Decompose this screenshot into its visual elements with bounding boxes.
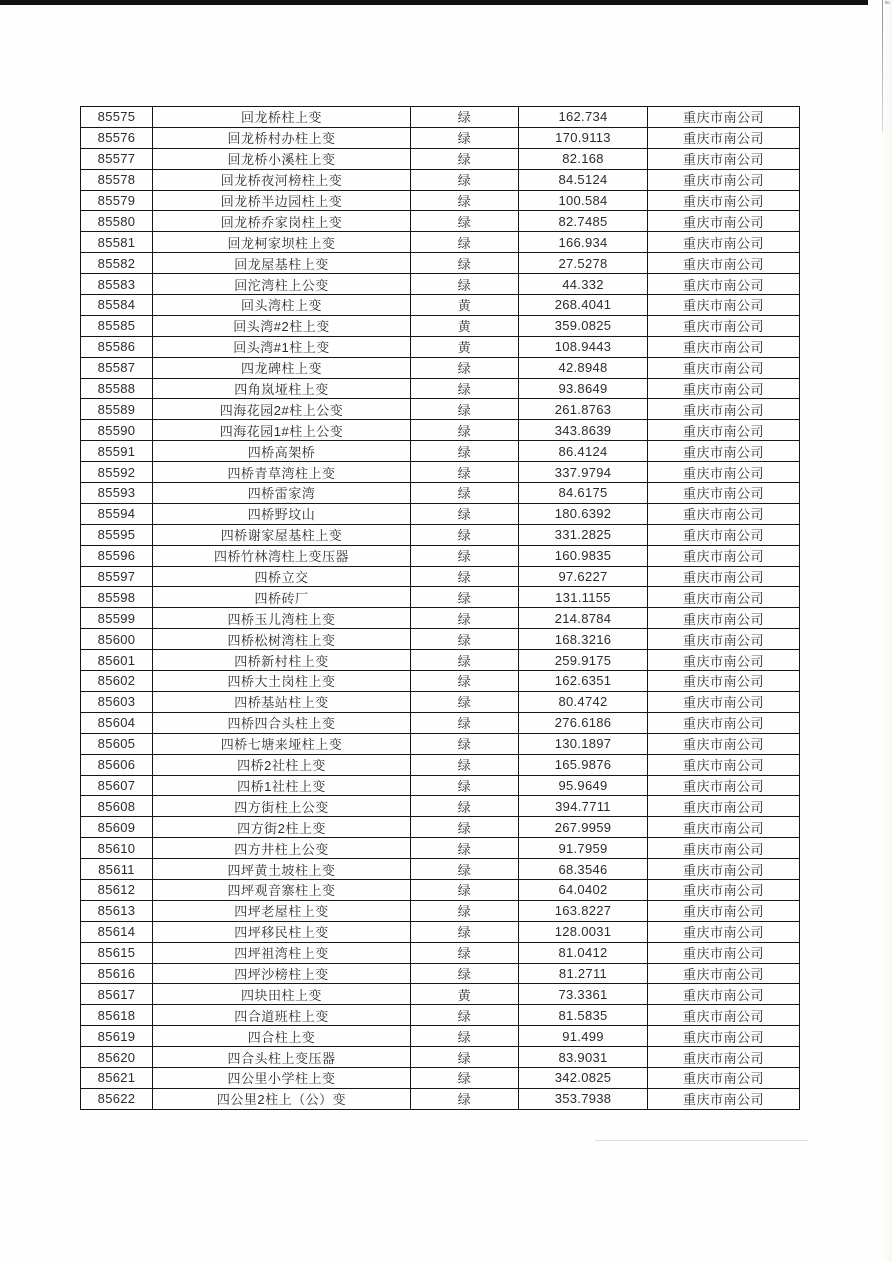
cell-value: 353.7938 bbox=[519, 1088, 648, 1109]
cell-company: 重庆市南公司 bbox=[648, 879, 800, 900]
cell-id: 85576 bbox=[81, 127, 153, 148]
cell-status: 绿 bbox=[411, 420, 519, 441]
cell-company: 重庆市南公司 bbox=[648, 775, 800, 796]
cell-id: 85602 bbox=[81, 671, 153, 692]
cell-id: 85578 bbox=[81, 169, 153, 190]
cell-id: 85598 bbox=[81, 587, 153, 608]
cell-value: 73.3361 bbox=[519, 984, 648, 1005]
cell-id: 85592 bbox=[81, 462, 153, 483]
cell-company: 重庆市南公司 bbox=[648, 1026, 800, 1047]
cell-id: 85580 bbox=[81, 211, 153, 232]
cell-status: 绿 bbox=[411, 733, 519, 754]
cell-status: 绿 bbox=[411, 921, 519, 942]
cell-company: 重庆市南公司 bbox=[648, 336, 800, 357]
cell-status: 绿 bbox=[411, 169, 519, 190]
cell-value: 359.0825 bbox=[519, 315, 648, 336]
cell-status: 绿 bbox=[411, 879, 519, 900]
cell-status: 绿 bbox=[411, 232, 519, 253]
cell-name: 四桥雷家湾 bbox=[153, 483, 411, 504]
cell-status: 绿 bbox=[411, 566, 519, 587]
cell-id: 85595 bbox=[81, 524, 153, 545]
cell-value: 95.9649 bbox=[519, 775, 648, 796]
cell-value: 343.8639 bbox=[519, 420, 648, 441]
cell-name: 四坪沙榜柱上变 bbox=[153, 963, 411, 984]
cell-company: 重庆市南公司 bbox=[648, 483, 800, 504]
scan-artifact-bottom-line bbox=[595, 1140, 808, 1141]
table-row bbox=[81, 190, 800, 211]
cell-name: 回龙桥乔家岗柱上变 bbox=[153, 211, 411, 232]
cell-company: 重庆市南公司 bbox=[648, 733, 800, 754]
cell-id: 85594 bbox=[81, 503, 153, 524]
cell-id: 85611 bbox=[81, 859, 153, 880]
cell-company: 重庆市南公司 bbox=[648, 838, 800, 859]
cell-name: 回龙屋基柱上变 bbox=[153, 253, 411, 274]
cell-status: 绿 bbox=[411, 754, 519, 775]
cell-name: 回龙桥半边园柱上变 bbox=[153, 190, 411, 211]
cell-status: 绿 bbox=[411, 796, 519, 817]
table-row bbox=[81, 921, 800, 942]
cell-name: 四桥青草湾柱上变 bbox=[153, 462, 411, 483]
cell-name: 四龙碑柱上变 bbox=[153, 357, 411, 378]
table-row bbox=[81, 838, 800, 859]
cell-name: 回龙桥小溪柱上变 bbox=[153, 148, 411, 169]
cell-value: 82.168 bbox=[519, 148, 648, 169]
table-row bbox=[81, 315, 800, 336]
cell-company: 重庆市南公司 bbox=[648, 963, 800, 984]
table-row bbox=[81, 232, 800, 253]
cell-status: 绿 bbox=[411, 378, 519, 399]
cell-value: 268.4041 bbox=[519, 295, 648, 316]
cell-name: 回龙桥村办柱上变 bbox=[153, 127, 411, 148]
cell-status: 黄 bbox=[411, 295, 519, 316]
cell-name: 四桥2社柱上变 bbox=[153, 754, 411, 775]
cell-value: 81.5835 bbox=[519, 1005, 648, 1026]
cell-value: 44.332 bbox=[519, 274, 648, 295]
table-row bbox=[81, 775, 800, 796]
cell-status: 绿 bbox=[411, 691, 519, 712]
cell-value: 100.584 bbox=[519, 190, 648, 211]
cell-id: 85586 bbox=[81, 336, 153, 357]
table-row bbox=[81, 754, 800, 775]
cell-value: 160.9835 bbox=[519, 545, 648, 566]
cell-status: 绿 bbox=[411, 608, 519, 629]
cell-name: 四海花园2#柱上公变 bbox=[153, 399, 411, 420]
cell-status: 绿 bbox=[411, 817, 519, 838]
cell-name: 四方井柱上公变 bbox=[153, 838, 411, 859]
table-row bbox=[81, 441, 800, 462]
transformer-table bbox=[80, 106, 800, 1110]
cell-company: 重庆市南公司 bbox=[648, 253, 800, 274]
table-row bbox=[81, 942, 800, 963]
cell-company: 重庆市南公司 bbox=[648, 169, 800, 190]
cell-id: 85591 bbox=[81, 441, 153, 462]
cell-value: 162.6351 bbox=[519, 671, 648, 692]
cell-company: 重庆市南公司 bbox=[648, 1047, 800, 1068]
cell-status: 绿 bbox=[411, 963, 519, 984]
cell-value: 84.6175 bbox=[519, 483, 648, 504]
table-row bbox=[81, 733, 800, 754]
table-row bbox=[81, 399, 800, 420]
cell-id: 85597 bbox=[81, 566, 153, 587]
table-row bbox=[81, 148, 800, 169]
cell-company: 重庆市南公司 bbox=[648, 503, 800, 524]
transformer-table-body bbox=[81, 107, 800, 1110]
table-row bbox=[81, 817, 800, 838]
cell-name: 四角岚垭柱上变 bbox=[153, 378, 411, 399]
cell-id: 85575 bbox=[81, 107, 153, 128]
cell-value: 108.9443 bbox=[519, 336, 648, 357]
cell-name: 四桥玉儿湾柱上变 bbox=[153, 608, 411, 629]
cell-value: 86.4124 bbox=[519, 441, 648, 462]
cell-id: 85620 bbox=[81, 1047, 153, 1068]
cell-status: 绿 bbox=[411, 859, 519, 880]
cell-company: 重庆市南公司 bbox=[648, 1005, 800, 1026]
cell-status: 绿 bbox=[411, 900, 519, 921]
cell-company: 重庆市南公司 bbox=[648, 691, 800, 712]
cell-company: 重庆市南公司 bbox=[648, 984, 800, 1005]
cell-value: 81.2711 bbox=[519, 963, 648, 984]
cell-value: 97.6227 bbox=[519, 566, 648, 587]
cell-company: 重庆市南公司 bbox=[648, 107, 800, 128]
cell-id: 85615 bbox=[81, 942, 153, 963]
table-row bbox=[81, 524, 800, 545]
cell-status: 绿 bbox=[411, 1047, 519, 1068]
cell-status: 绿 bbox=[411, 253, 519, 274]
table-row bbox=[81, 629, 800, 650]
cell-status: 绿 bbox=[411, 274, 519, 295]
cell-status: 绿 bbox=[411, 462, 519, 483]
table-row bbox=[81, 253, 800, 274]
cell-name: 四海花园1#柱上公变 bbox=[153, 420, 411, 441]
cell-name: 回头湾#1柱上变 bbox=[153, 336, 411, 357]
cell-value: 83.9031 bbox=[519, 1047, 648, 1068]
cell-value: 166.934 bbox=[519, 232, 648, 253]
cell-status: 绿 bbox=[411, 357, 519, 378]
cell-id: 85608 bbox=[81, 796, 153, 817]
cell-name: 四桥基站柱上变 bbox=[153, 691, 411, 712]
cell-name: 四合道班柱上变 bbox=[153, 1005, 411, 1026]
cell-id: 85590 bbox=[81, 420, 153, 441]
table-row bbox=[81, 879, 800, 900]
table-row bbox=[81, 483, 800, 504]
cell-status: 绿 bbox=[411, 1067, 519, 1088]
cell-company: 重庆市南公司 bbox=[648, 232, 800, 253]
cell-value: 261.8763 bbox=[519, 399, 648, 420]
cell-status: 黄 bbox=[411, 336, 519, 357]
cell-id: 85603 bbox=[81, 691, 153, 712]
cell-value: 82.7485 bbox=[519, 211, 648, 232]
cell-name: 回龙柯家坝柱上变 bbox=[153, 232, 411, 253]
table-row bbox=[81, 984, 800, 1005]
cell-name: 回头湾柱上变 bbox=[153, 295, 411, 316]
cell-value: 68.3546 bbox=[519, 859, 648, 880]
cell-name: 四桥立交 bbox=[153, 566, 411, 587]
cell-status: 绿 bbox=[411, 650, 519, 671]
cell-status: 绿 bbox=[411, 838, 519, 859]
cell-name: 四坪祖湾柱上变 bbox=[153, 942, 411, 963]
cell-name: 四公里2柱上（公）变 bbox=[153, 1088, 411, 1109]
cell-name: 四坪老屋柱上变 bbox=[153, 900, 411, 921]
cell-id: 85600 bbox=[81, 629, 153, 650]
cell-name: 四坪移民柱上变 bbox=[153, 921, 411, 942]
cell-id: 85617 bbox=[81, 984, 153, 1005]
cell-value: 162.734 bbox=[519, 107, 648, 128]
cell-company: 重庆市南公司 bbox=[648, 1067, 800, 1088]
cell-id: 85622 bbox=[81, 1088, 153, 1109]
table-row bbox=[81, 608, 800, 629]
table-row bbox=[81, 1067, 800, 1088]
cell-name: 四桥松树湾柱上变 bbox=[153, 629, 411, 650]
cell-value: 64.0402 bbox=[519, 879, 648, 900]
cell-status: 绿 bbox=[411, 942, 519, 963]
table-row bbox=[81, 1047, 800, 1068]
cell-status: 绿 bbox=[411, 629, 519, 650]
table-row bbox=[81, 357, 800, 378]
cell-id: 85607 bbox=[81, 775, 153, 796]
cell-name: 四桥野坟山 bbox=[153, 503, 411, 524]
cell-id: 85619 bbox=[81, 1026, 153, 1047]
cell-status: 绿 bbox=[411, 524, 519, 545]
cell-company: 重庆市南公司 bbox=[648, 420, 800, 441]
cell-status: 绿 bbox=[411, 671, 519, 692]
cell-status: 绿 bbox=[411, 399, 519, 420]
cell-id: 85583 bbox=[81, 274, 153, 295]
table-row bbox=[81, 378, 800, 399]
table-row bbox=[81, 211, 800, 232]
cell-name: 四坪黄土坡柱上变 bbox=[153, 859, 411, 880]
table-row bbox=[81, 691, 800, 712]
cell-status: 绿 bbox=[411, 190, 519, 211]
cell-name: 四桥七塘来垭柱上变 bbox=[153, 733, 411, 754]
cell-value: 91.499 bbox=[519, 1026, 648, 1047]
cell-company: 重庆市南公司 bbox=[648, 587, 800, 608]
cell-id: 85587 bbox=[81, 357, 153, 378]
cell-company: 重庆市南公司 bbox=[648, 545, 800, 566]
cell-name: 四桥大土岗柱上变 bbox=[153, 671, 411, 692]
cell-value: 84.5124 bbox=[519, 169, 648, 190]
cell-name: 四桥四合头柱上变 bbox=[153, 712, 411, 733]
cell-id: 85621 bbox=[81, 1067, 153, 1088]
cell-status: 绿 bbox=[411, 712, 519, 733]
cell-id: 85610 bbox=[81, 838, 153, 859]
cell-value: 331.2825 bbox=[519, 524, 648, 545]
table-row bbox=[81, 1026, 800, 1047]
cell-name: 四公里小学柱上变 bbox=[153, 1067, 411, 1088]
cell-company: 重庆市南公司 bbox=[648, 1088, 800, 1109]
table-row bbox=[81, 566, 800, 587]
cell-id: 85584 bbox=[81, 295, 153, 316]
table-row bbox=[81, 671, 800, 692]
cell-name: 回龙桥夜河榜柱上变 bbox=[153, 169, 411, 190]
table-row bbox=[81, 859, 800, 880]
cell-company: 重庆市南公司 bbox=[648, 712, 800, 733]
cell-name: 四方街柱上公变 bbox=[153, 796, 411, 817]
cell-id: 85613 bbox=[81, 900, 153, 921]
cell-id: 85596 bbox=[81, 545, 153, 566]
cell-value: 93.8649 bbox=[519, 378, 648, 399]
cell-company: 重庆市南公司 bbox=[648, 754, 800, 775]
cell-value: 80.4742 bbox=[519, 691, 648, 712]
table-row bbox=[81, 796, 800, 817]
table-row bbox=[81, 274, 800, 295]
cell-value: 91.7959 bbox=[519, 838, 648, 859]
cell-status: 绿 bbox=[411, 483, 519, 504]
table-row bbox=[81, 295, 800, 316]
cell-company: 重庆市南公司 bbox=[648, 190, 800, 211]
table-row bbox=[81, 963, 800, 984]
cell-value: 165.9876 bbox=[519, 754, 648, 775]
cell-status: 黄 bbox=[411, 984, 519, 1005]
cell-id: 85612 bbox=[81, 879, 153, 900]
table-row bbox=[81, 900, 800, 921]
cell-value: 214.8784 bbox=[519, 608, 648, 629]
cell-value: 131.1155 bbox=[519, 587, 648, 608]
cell-value: 163.8227 bbox=[519, 900, 648, 921]
table-row bbox=[81, 650, 800, 671]
cell-name: 四桥新村柱上变 bbox=[153, 650, 411, 671]
cell-id: 85618 bbox=[81, 1005, 153, 1026]
cell-status: 绿 bbox=[411, 503, 519, 524]
cell-id: 85609 bbox=[81, 817, 153, 838]
cell-value: 337.9794 bbox=[519, 462, 648, 483]
scan-artifact-top-bar bbox=[0, 0, 868, 5]
cell-status: 绿 bbox=[411, 441, 519, 462]
cell-company: 重庆市南公司 bbox=[648, 796, 800, 817]
cell-status: 绿 bbox=[411, 775, 519, 796]
cell-company: 重庆市南公司 bbox=[648, 211, 800, 232]
cell-company: 重庆市南公司 bbox=[648, 900, 800, 921]
cell-company: 重庆市南公司 bbox=[648, 462, 800, 483]
cell-id: 85605 bbox=[81, 733, 153, 754]
table-row bbox=[81, 336, 800, 357]
cell-name: 四桥竹林湾柱上变压器 bbox=[153, 545, 411, 566]
cell-status: 绿 bbox=[411, 587, 519, 608]
cell-company: 重庆市南公司 bbox=[648, 629, 800, 650]
cell-value: 128.0031 bbox=[519, 921, 648, 942]
cell-value: 27.5278 bbox=[519, 253, 648, 274]
cell-value: 81.0412 bbox=[519, 942, 648, 963]
cell-name: 四合柱上变 bbox=[153, 1026, 411, 1047]
cell-name: 四桥高架桥 bbox=[153, 441, 411, 462]
cell-name: 四坪观音寨柱上变 bbox=[153, 879, 411, 900]
table-row bbox=[81, 1088, 800, 1109]
table-row bbox=[81, 545, 800, 566]
cell-id: 85606 bbox=[81, 754, 153, 775]
cell-value: 42.8948 bbox=[519, 357, 648, 378]
cell-name: 四合头柱上变压器 bbox=[153, 1047, 411, 1068]
cell-id: 85604 bbox=[81, 712, 153, 733]
table-row bbox=[81, 169, 800, 190]
cell-company: 重庆市南公司 bbox=[648, 566, 800, 587]
cell-name: 四方街2柱上变 bbox=[153, 817, 411, 838]
cell-id: 85616 bbox=[81, 963, 153, 984]
cell-value: 180.6392 bbox=[519, 503, 648, 524]
cell-status: 绿 bbox=[411, 1026, 519, 1047]
cell-company: 重庆市南公司 bbox=[648, 357, 800, 378]
cell-id: 85581 bbox=[81, 232, 153, 253]
cell-id: 85601 bbox=[81, 650, 153, 671]
cell-company: 重庆市南公司 bbox=[648, 274, 800, 295]
cell-id: 85585 bbox=[81, 315, 153, 336]
cell-name: 四块田柱上变 bbox=[153, 984, 411, 1005]
cell-company: 重庆市南公司 bbox=[648, 671, 800, 692]
cell-name: 四桥砖厂 bbox=[153, 587, 411, 608]
cell-id: 85614 bbox=[81, 921, 153, 942]
table-row bbox=[81, 587, 800, 608]
cell-status: 绿 bbox=[411, 148, 519, 169]
page-edge-shadow bbox=[882, 0, 892, 1262]
cell-value: 267.9959 bbox=[519, 817, 648, 838]
cell-company: 重庆市南公司 bbox=[648, 148, 800, 169]
cell-company: 重庆市南公司 bbox=[648, 650, 800, 671]
cell-company: 重庆市南公司 bbox=[648, 315, 800, 336]
cell-company: 重庆市南公司 bbox=[648, 817, 800, 838]
cell-id: 85599 bbox=[81, 608, 153, 629]
cell-name: 回龙桥柱上变 bbox=[153, 107, 411, 128]
table-row bbox=[81, 1005, 800, 1026]
cell-value: 168.3216 bbox=[519, 629, 648, 650]
cell-id: 85593 bbox=[81, 483, 153, 504]
cell-company: 重庆市南公司 bbox=[648, 524, 800, 545]
table-row bbox=[81, 420, 800, 441]
cell-value: 259.9175 bbox=[519, 650, 648, 671]
cell-status: 绿 bbox=[411, 1088, 519, 1109]
table-row bbox=[81, 712, 800, 733]
cell-id: 85579 bbox=[81, 190, 153, 211]
cell-value: 130.1897 bbox=[519, 733, 648, 754]
cell-status: 绿 bbox=[411, 1005, 519, 1026]
cell-company: 重庆市南公司 bbox=[648, 859, 800, 880]
cell-company: 重庆市南公司 bbox=[648, 942, 800, 963]
cell-status: 绿 bbox=[411, 107, 519, 128]
cell-value: 276.6186 bbox=[519, 712, 648, 733]
cell-id: 85582 bbox=[81, 253, 153, 274]
cell-status: 绿 bbox=[411, 211, 519, 232]
cell-value: 342.0825 bbox=[519, 1067, 648, 1088]
cell-company: 重庆市南公司 bbox=[648, 608, 800, 629]
cell-id: 85577 bbox=[81, 148, 153, 169]
cell-name: 四桥谢家屋基柱上变 bbox=[153, 524, 411, 545]
table-row bbox=[81, 462, 800, 483]
cell-id: 85588 bbox=[81, 378, 153, 399]
cell-status: 黄 bbox=[411, 315, 519, 336]
cell-company: 重庆市南公司 bbox=[648, 399, 800, 420]
cell-company: 重庆市南公司 bbox=[648, 378, 800, 399]
cell-company: 重庆市南公司 bbox=[648, 441, 800, 462]
cell-value: 394.7711 bbox=[519, 796, 648, 817]
cell-company: 重庆市南公司 bbox=[648, 295, 800, 316]
cell-id: 85589 bbox=[81, 399, 153, 420]
cell-name: 回头湾#2柱上变 bbox=[153, 315, 411, 336]
table-row bbox=[81, 127, 800, 148]
cell-company: 重庆市南公司 bbox=[648, 921, 800, 942]
cell-name: 回沱湾柱上公变 bbox=[153, 274, 411, 295]
cell-name: 四桥1社柱上变 bbox=[153, 775, 411, 796]
cell-company: 重庆市南公司 bbox=[648, 127, 800, 148]
cell-status: 绿 bbox=[411, 127, 519, 148]
cell-value: 170.9113 bbox=[519, 127, 648, 148]
table-row bbox=[81, 503, 800, 524]
table-row bbox=[81, 107, 800, 128]
cell-status: 绿 bbox=[411, 545, 519, 566]
